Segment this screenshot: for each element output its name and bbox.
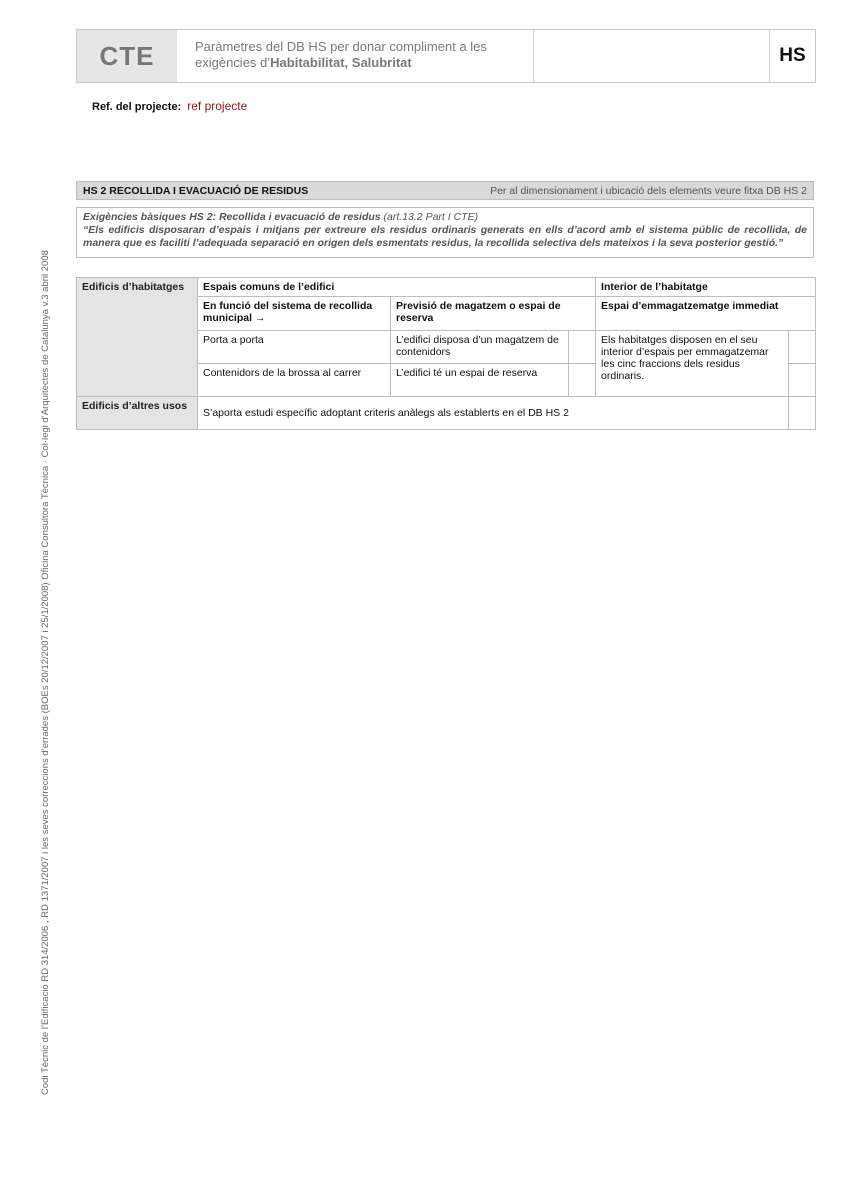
row-header-other: Edificis d’altres usos (77, 397, 198, 430)
row1-checkbox[interactable] (569, 331, 596, 364)
title-line2 (195, 55, 535, 71)
col-storage-header: Previsió de magatzem o espai de reserva (391, 297, 596, 331)
dwelling-checkbox[interactable] (789, 331, 816, 364)
row1-system: Porta a porta (198, 331, 391, 364)
document-title (195, 39, 535, 71)
requirements-quote: “Els edificis disposaran d’espais i mitjans per extreure els residus ordinaris generats en ells d’acord amb el sistema públic de recollida, de manera que es faciliti l’adequada separació en origen dels esmentats residus, la recollida selectiva dels mateixos i la seva posterior gestió.” (83, 224, 807, 249)
document-header (76, 29, 816, 83)
row2-storage: L’edifici té un espai de reserva (391, 364, 569, 397)
requirements-ref: (art.13.2 Part I CTE) (383, 211, 479, 223)
section-code: HS (779, 45, 806, 66)
col-system-header: En funció del sistema de recollida municipal → (198, 297, 391, 331)
project-ref (92, 99, 247, 113)
row2-system: Contenidors de la brossa al carrer (198, 364, 391, 397)
title-line1: Paràmetres del DB HS per donar compliment a les (195, 39, 487, 54)
other-uses-text: S’aporta estudi específic adoptant criteris anàlegs als establerts en el DB HS 2 (198, 397, 789, 430)
title-line2-prefix: exigències d’ (195, 55, 271, 70)
row-header-residential: Edificis d’habitatges (77, 278, 198, 397)
section-note: Per al dimensionament i ubicació dels elements veure fitxa DB HS 2 (490, 185, 807, 197)
title-line2-bold: Habitabilitat, Salubritat (270, 55, 412, 70)
cte-logo: CTE (77, 30, 177, 82)
project-ref-value[interactable]: ref projecte (187, 99, 248, 113)
dwelling-text: Els habitatges disposen en el seu interior d’espais per emmagatzemar les cinc fraccions dels residus ordinaris. (596, 331, 789, 397)
dwelling-blank-cell (789, 364, 816, 397)
project-ref-label: Ref. del projecte: (92, 101, 182, 113)
basic-requirements (76, 207, 814, 258)
row1-storage: L’edifici disposa d’un magatzem de contenidors (391, 331, 569, 364)
common-spaces-header: Espais comuns de l’edifici (198, 278, 596, 297)
section-bar (76, 181, 814, 200)
row2-checkbox[interactable] (569, 364, 596, 397)
col-immediate-header: Espai d’emmagatzematge immediat (596, 297, 816, 331)
side-legal-text: Codi Tècnic de l’Edificació RD 314/2006 , RD 1371/2007 i les seves correccions d’errades (BOEs 20/12/2007 i 25/1/2008) Oficina Consultora Tècnica · Col·legi d’Arquitectes de Catalunya v.3 abril 2008 (40, 250, 51, 1095)
other-checkbox[interactable] (789, 397, 816, 430)
header-divider (533, 30, 534, 82)
section-title: HS 2 RECOLLIDA I EVACUACIÓ DE RESIDUS (83, 185, 309, 197)
dwelling-interior-header: Interior de l’habitatge (596, 278, 816, 297)
waste-table (76, 277, 816, 430)
requirements-title: Exigències bàsiques HS 2: Recollida i evacuació de residus (83, 211, 381, 223)
